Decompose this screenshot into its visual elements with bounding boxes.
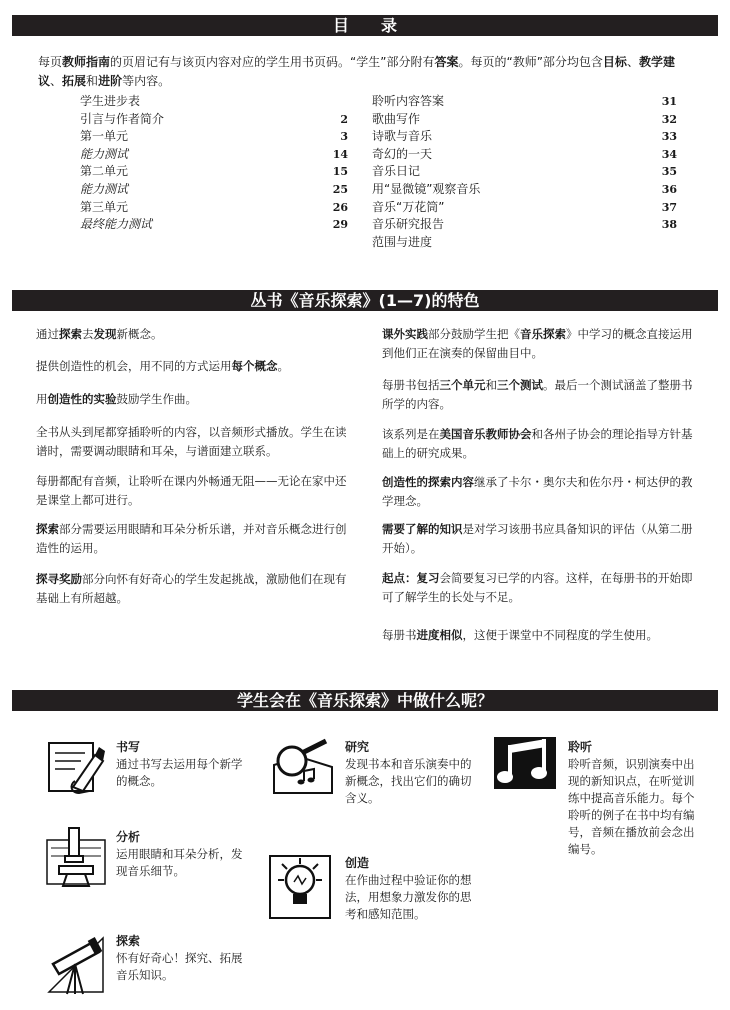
activity-writing: [116, 738, 248, 790]
text-run: 是对学习该册书应具备知识的评估（从第二册开始）。: [382, 522, 693, 555]
text-run: 和各州子协会的理论指导方针基础上的研究成果。: [382, 427, 693, 460]
bold-text: 进阶: [98, 74, 123, 88]
toc-entry-label: 第三单元: [80, 199, 129, 214]
bold-text: 课外实践: [382, 327, 428, 341]
bold-text: 每个概念: [231, 359, 278, 373]
toc-entry-page: 35: [661, 165, 677, 179]
writing-hand-icon: [45, 737, 107, 795]
feature-paragraph: [36, 520, 356, 558]
text-run: 和: [485, 378, 497, 392]
bold-text: 复习: [416, 571, 440, 585]
toc-entry-page: 37: [661, 200, 677, 214]
bold-text: 探寻奖励: [36, 572, 82, 586]
text-run: 去: [82, 327, 94, 341]
activity-desc: 发现书本和音乐演奏中的新概念，找出它们的确切含义。: [345, 757, 472, 805]
toc-entry: [80, 111, 348, 128]
toc-entry-page: 38: [661, 218, 677, 232]
bold-text: 美国音乐教师协会: [439, 427, 532, 441]
toc-entry-label: 学生进步表: [80, 94, 141, 108]
feature-paragraph: [36, 423, 356, 461]
toc-entry-page: 29: [332, 218, 348, 232]
activity-title: 探索: [116, 934, 141, 948]
feature-paragraph: [36, 325, 356, 344]
bold-text: 教师指南: [62, 55, 111, 69]
text-run: 和: [86, 74, 99, 88]
text-run: 部分鼓励学生把《: [428, 327, 520, 341]
text-run: 新概念。: [116, 327, 163, 341]
text-run: 该系列是在: [382, 427, 440, 441]
activity-desc: 怀有好奇心！探究、拓展音乐知识。: [116, 951, 243, 982]
text-run: 每页: [38, 55, 63, 69]
bold-text: 进度相似: [416, 628, 463, 642]
toc-entry-label: 奇幻的一天: [372, 146, 433, 161]
toc-entry-label: 能力测试: [80, 182, 129, 196]
toc-entry-page: 33: [661, 130, 677, 144]
feature-paragraph: [36, 472, 356, 510]
toc-entry: [80, 199, 348, 216]
activity-title: 书写: [116, 740, 141, 754]
bold-text: 发现: [93, 327, 117, 341]
toc-entry-page: 26: [332, 200, 348, 214]
toc-entry-page: 31: [661, 95, 677, 108]
feature-paragraph: [36, 570, 356, 608]
toc-entry-label: 能力测试: [80, 146, 129, 161]
toc-entry-page: 36: [661, 183, 677, 196]
feature-paragraph: [382, 376, 700, 414]
feature-paragraph: [36, 357, 356, 376]
toc-entry: [80, 163, 348, 180]
bold-text: 起点：: [382, 571, 417, 585]
toc-entry-label: 歌曲写作: [372, 111, 421, 126]
text-run: 、: [50, 74, 63, 88]
toc-entry-page: 2: [340, 112, 348, 126]
bold-text: 创造性的探索内容: [382, 475, 474, 489]
activity-desc: 运用眼睛和耳朵分析，发现音乐细节。: [116, 847, 243, 878]
text-run: 每册书包括: [382, 378, 440, 392]
bold-text: 答案: [434, 55, 459, 69]
bold-text: 三个单元: [439, 378, 486, 392]
text-run: 继承了卡尔・奥尔夫和佐尔丹・柯达伊的教学理念。: [382, 475, 693, 508]
text-run: 全书从头到尾都穿插聆听的内容，以音频形式播放。学生在读谱时，需要调动眼睛和耳朵，与谱面建立联系。: [36, 425, 347, 458]
toc-entry: [80, 93, 348, 110]
toc-entry-label: 引言与作者简介: [80, 111, 165, 126]
toc-entry: [372, 128, 677, 145]
toc-entry-page: 3: [340, 130, 348, 144]
toc-entry: [372, 111, 677, 128]
features-banner: [12, 290, 718, 311]
bold-text: 探索: [36, 522, 59, 536]
text-run: 每册都配有音频，让聆听在课内外畅通无阻——无论在家中还是课堂上都可进行。: [36, 474, 347, 507]
text-run: 。每页的“教师”部分均包含: [458, 55, 603, 69]
feature-paragraph: [382, 569, 700, 607]
bold-text: 探索: [59, 327, 82, 341]
activities-banner: [12, 690, 718, 711]
bold-text: 教学建议: [38, 55, 675, 88]
toc-entry: [372, 93, 677, 110]
toc-entry-page: 34: [661, 147, 677, 161]
toc-entry: [80, 216, 348, 233]
feature-paragraph: [382, 473, 700, 511]
toc-entry: [372, 216, 677, 233]
feature-paragraph: [382, 325, 700, 363]
activity-analysis: [116, 828, 250, 880]
magnifier-icon: [270, 737, 334, 797]
toc-entry: [80, 128, 348, 145]
feature-paragraph: [382, 520, 700, 558]
toc-entry-label: 范围与进度: [372, 234, 433, 249]
microscope-icon: [45, 826, 107, 890]
feature-paragraph: [382, 425, 700, 463]
features-title: 丛书《音乐探索》(1—7)的特色: [250, 291, 480, 310]
activity-research: [345, 738, 479, 807]
toc-entry-page: 32: [661, 112, 677, 126]
activity-exploration: [116, 932, 250, 984]
text-run: 的页眉记有与该页内容对应的学生用书页码。“学生”部分附有: [110, 55, 435, 69]
bold-text: 音乐探索: [520, 327, 566, 341]
toc-entry-label: 音乐研究报告: [372, 217, 445, 232]
toc-entry-label: 音乐日记: [372, 164, 421, 179]
toc-entry-label: 音乐“万花筒”: [372, 199, 445, 214]
toc-entry-label: 第一单元: [80, 129, 129, 144]
toc-intro: [38, 53, 698, 91]
feature-paragraph: [36, 390, 356, 409]
toc-entry-label: 第二单元: [80, 164, 129, 179]
lightbulb-icon: [268, 852, 332, 922]
activity-desc: 通过书写去运用每个新学的概念。: [116, 757, 243, 788]
activity-desc: 在作曲过程中验证你的想法，用想象力激发你的思考和感知范围。: [345, 873, 472, 921]
toc-entry-label: 最终能力测试: [80, 217, 153, 232]
text-run: 用: [36, 392, 48, 406]
text-run: 每册书: [382, 628, 417, 642]
bold-text: 需要了解的知识: [382, 522, 463, 536]
activity-title: 分析: [116, 830, 141, 844]
activity-title: 研究: [345, 740, 370, 754]
text-run: 》中学习的概念直接运用到他们正在演奏的保留曲目中。: [382, 327, 693, 360]
activity-title: 创造: [345, 856, 370, 870]
text-run: 部分需要运用眼睛和耳朵分析乐谱，并对音乐概念进行创造性的运用。: [36, 522, 347, 555]
activity-title: 聆听: [568, 740, 593, 754]
toc-entry-page: 15: [332, 165, 348, 179]
bold-text: 创造性的实验: [47, 392, 117, 406]
toc-entry: [80, 181, 348, 198]
toc-entry-page: 25: [332, 183, 348, 196]
activities-title: 学生会在《音乐探索》中做什么呢？: [236, 691, 493, 710]
text-run: 通过: [36, 327, 59, 341]
bold-text: 三个测试: [497, 378, 543, 392]
bold-text: 拓展: [62, 74, 87, 88]
text-run: 、: [626, 55, 639, 69]
telescope-icon: [45, 932, 107, 998]
toc-entry: [372, 163, 677, 180]
text-run: 会简要复习已学的内容。这样，在每册书的开始即可了解学生的长处与不足。: [382, 571, 693, 604]
activity-creation: [345, 854, 479, 923]
toc-entry: [80, 146, 348, 163]
toc-entry-label: 用“显微镜”观察音乐: [372, 182, 481, 196]
music-note-icon: [494, 737, 556, 789]
bold-text: 目标: [602, 55, 627, 69]
text-run: 部分向怀有好奇心的学生发起挑战，激励他们在现有基础上有所超越。: [36, 572, 347, 605]
toc-title: 目 录: [332, 16, 397, 35]
toc-entry-page: 14: [332, 147, 348, 161]
activity-desc: 聆听音频，识别演奏中出现的新知识点，在听觉训练中提高音乐能力。每个聆听的例子在书中均有编号，音频在播放前会念出编号。: [568, 757, 695, 856]
toc-entry: [372, 234, 677, 251]
toc-entry-label: 诗歌与音乐: [372, 129, 433, 144]
toc-entry: [372, 146, 677, 163]
text-run: 提供创造性的机会，用不同的方式运用: [36, 359, 232, 373]
toc-entry: [372, 199, 677, 216]
toc-banner: [12, 15, 718, 36]
toc-entry: [372, 181, 677, 198]
feature-paragraph: [382, 626, 700, 645]
text-run: 。: [277, 359, 289, 373]
text-run: 等内容。: [122, 74, 171, 88]
toc-entry-label: 聆听内容答案: [372, 94, 445, 108]
text-run: 鼓励学生作曲。: [116, 392, 197, 406]
text-run: 。最后一个测试涵盖了整册书所学的内容。: [382, 378, 693, 411]
text-run: ，这便于课堂中不同程度的学生使用。: [462, 628, 658, 642]
activity-listening: [568, 738, 702, 858]
